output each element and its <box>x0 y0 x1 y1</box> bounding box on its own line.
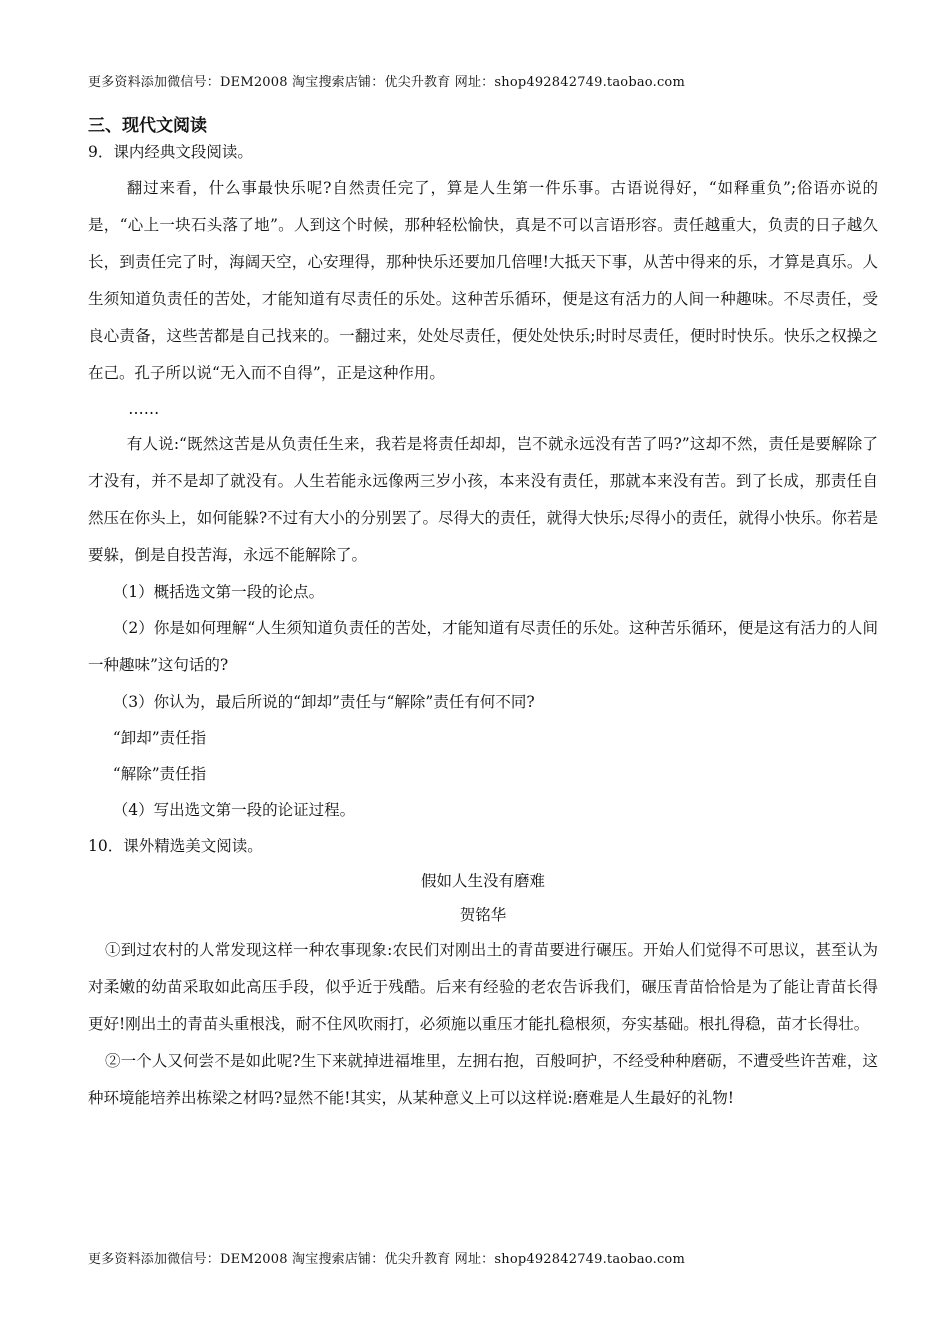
q9-subquestion-2: （2）你是如何理解“人生须知道负责任的苦处，才能知道有尽责任的乐处。这种苦乐循环，便是这有活力的人间一种趣味”这句话的? <box>88 619 878 674</box>
q9-subquestion-4: （4）写出选文第一段的论证过程。 <box>112 801 356 819</box>
essay-paragraph-2: ②一个人又何尝不是如此呢?生下来就掉进福堆里，左拥右抱，百般呵护，不经受种种磨砺，不遭受些许苦难，这种环境能培养出栋梁之材吗?显然不能!其实，从某种意义上可以这样说:磨难是人生最好的礼物! <box>88 1052 878 1107</box>
page-footer: 更多资料添加微信号：DEM2008 淘宝搜索店铺：优尖升教育 网址：shop492842749.taobao.com <box>88 1252 685 1267</box>
q9-ellipsis: …… <box>128 400 160 418</box>
question-10-label: 10．课外精选美文阅读。 <box>88 837 263 855</box>
q9-subquestion-3-part-a: “卸却”责任指 <box>112 729 207 747</box>
q9-passage-paragraph-2: 有人说:“既然这苦是从负责任生来，我若是将责任却却，岂不就永远没有苦了吗?”这却不然，责任是要解除了才没有，并不是却了就没有。人生若能永远像两三岁小孩，本来没有责任，那就本来没有苦。到了长成，那责任自然压在你头上，如何能躲?不过有大小的分别罢了。尽得大的责任，就得大快乐;尽得小的责任，就得小快乐。你若是要躲，倒是自投苦海，永远不能解除了。 <box>88 435 878 564</box>
essay-paragraph-1: ①到过农村的人常发现这样一种农事现象:农民们对刚出土的青苗要进行碾压。开始人们觉得不可思议，甚至认为对柔嫩的幼苗采取如此高压手段，似乎近于残酷。后来有经验的老农告诉我们，碾压青苗恰恰是为了能让青苗长得更好!刚出土的青苗头重根浅，耐不住风吹雨打，必须施以重压才能扎稳根须，夯实基础。根扎得稳，苗才长得壮。 <box>88 941 878 1033</box>
section-title: 三、现代文阅读 <box>88 116 207 136</box>
q9-subquestion-3-part-b: “解除”责任指 <box>112 765 207 783</box>
q9-subquestion-1: （1）概括选文第一段的论点。 <box>112 583 325 601</box>
q9-passage-paragraph-1: 翻过来看，什么事最快乐呢?自然责任完了，算是人生第一件乐事。古语说得好，“如释重负”;俗语亦说的是，“心上一块石头落了地”。人到这个时候，那种轻松愉快，真是不可以言语形容。责任越重大，负责的日子越久长，到责任完了时，海阔天空，心安理得，那种快乐还要加几倍哩!大抵天下事，从苦中得来的乐，才算是真乐。人生须知道负责任的苦处，才能知道有尽责任的乐处。这种苦乐循环，便是这有活力的人间一种趣味。不尽责任，受良心责备，这些苦都是自己找来的。一翻过来，处处尽责任，便处处快乐;时时尽责任，便时时快乐。快乐之权操之在己。孔子所以说“无入而不自得”，正是这种作用。 <box>88 179 878 382</box>
essay-author: 贺铭华 <box>459 906 507 924</box>
question-9-label: 9．课内经典文段阅读。 <box>88 143 253 161</box>
essay-title: 假如人生没有磨难 <box>420 872 545 890</box>
page-content <box>88 112 878 1117</box>
q9-subquestion-3: （3）你认为，最后所说的“卸却”责任与“解除”责任有何不同? <box>112 693 535 711</box>
page-header: 更多资料添加微信号：DEM2008 淘宝搜索店铺：优尖升教育 网址：shop492842749.taobao.com <box>88 75 685 90</box>
